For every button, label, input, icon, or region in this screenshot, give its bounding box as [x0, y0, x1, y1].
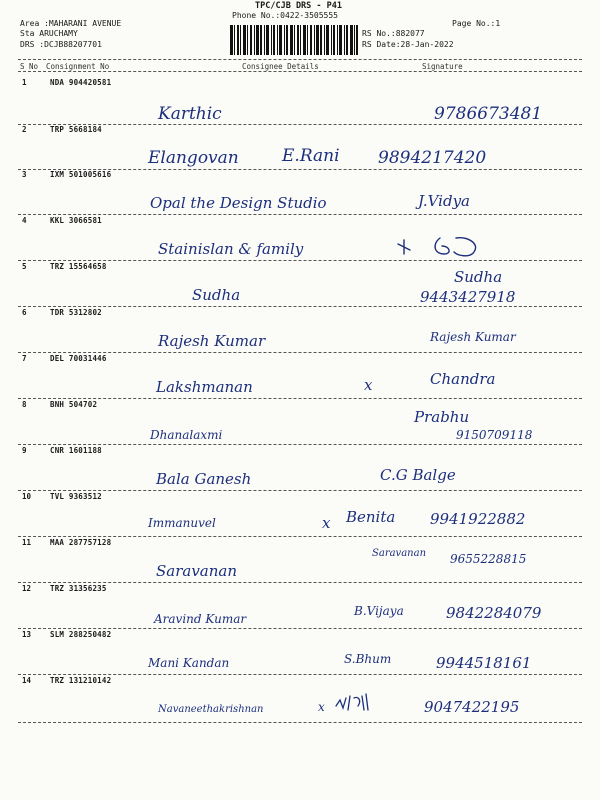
row-number: 10 — [22, 492, 32, 501]
barcode-image — [230, 25, 358, 55]
handwritten-consignee: Mani Kandan — [148, 656, 230, 670]
column-header-divider — [18, 71, 582, 72]
consignment-number: MAA 287757128 — [50, 538, 112, 547]
consignment-number: SLM 288250482 — [50, 630, 112, 639]
row-divider — [18, 124, 582, 125]
consignment-number: TRZ 15564658 — [50, 262, 107, 271]
rs-date: RS Date:28-Jan-2022 — [362, 40, 454, 49]
row-divider — [18, 352, 582, 353]
handwritten-consignee: Sudha — [192, 286, 241, 304]
row-divider — [18, 260, 582, 261]
row-divider — [18, 722, 582, 723]
consignment-number: TVL 9363512 — [50, 492, 102, 501]
row-number: 4 — [22, 216, 27, 225]
report-title: TPC/CJB DRS - P41 — [255, 1, 342, 11]
handwritten-mark: x — [322, 514, 331, 532]
handwritten-phone: 9894217420 — [378, 148, 487, 168]
handwritten-consignee: Dhanalaxmi — [150, 428, 223, 442]
row-number: 12 — [22, 584, 32, 593]
row-divider — [18, 490, 582, 491]
handwritten-signature: Rajesh Kumar — [430, 330, 516, 344]
handwritten-consignee: Lakshmanan — [156, 378, 253, 396]
consignment-number: TRP 5668184 — [50, 125, 102, 134]
consignment-number: BNH 504702 — [50, 400, 98, 409]
handwritten-signature: Benita — [346, 508, 396, 526]
handwritten-phone: 9941922882 — [430, 510, 526, 528]
row-number: 6 — [22, 308, 27, 317]
handwritten-signature: B.Vijaya — [354, 604, 404, 618]
row-number: 3 — [22, 170, 27, 179]
row-divider — [18, 214, 582, 215]
handwritten-signature: J.Vidya — [418, 192, 471, 210]
consignment-number: IXM 501005616 — [50, 170, 112, 179]
page-number: Page No.:1 — [452, 19, 501, 28]
handwritten-signature: Prabhu — [414, 408, 470, 426]
handwritten-phone: 9842284079 — [446, 604, 542, 622]
header-divider — [18, 59, 582, 60]
phone-number: Phone No.:0422-3505555 — [232, 11, 338, 20]
handwritten-consignee: Karthic — [158, 104, 222, 124]
row-number: 5 — [22, 262, 27, 271]
handwritten-consignee: Stainislan & family — [158, 240, 304, 258]
row-divider — [18, 674, 582, 675]
row-number: 2 — [22, 125, 27, 134]
col-header-sno: S No — [20, 62, 39, 71]
col-header-signature: Signature — [422, 62, 463, 71]
handwritten-signature-scribble — [396, 232, 494, 262]
handwritten-mark: x — [318, 700, 325, 714]
consignment-number: KKL 3066581 — [50, 216, 102, 225]
handwritten-consignee: Elangovan — [148, 148, 239, 168]
row-number: 8 — [22, 400, 27, 409]
handwritten-consignee: Bala Ganesh — [156, 470, 252, 488]
handwritten-mark: x — [364, 376, 373, 394]
consignment-number: DEL 70031446 — [50, 354, 107, 363]
handwritten-signature: Chandra — [430, 370, 496, 388]
row-number: 11 — [22, 538, 32, 547]
station-label: Sta ARUCHAMY — [20, 29, 78, 38]
consignment-number: NDA 904420581 — [50, 78, 112, 87]
col-header-consignment: Consignment No — [46, 62, 110, 71]
handwritten-phone: 9443427918 — [420, 288, 516, 306]
handwritten-phone: 9150709118 — [456, 428, 533, 442]
row-divider — [18, 444, 582, 445]
drs-label: DRS :DCJB88207701 — [20, 40, 102, 49]
handwritten-signature: Saravanan — [372, 548, 427, 559]
consignment-number: TDR 5312802 — [50, 308, 102, 317]
row-number: 14 — [22, 676, 32, 685]
consignment-number: CNR 1601188 — [50, 446, 102, 455]
col-header-consignee: Consignee Details — [242, 62, 319, 71]
consignment-number: TRZ 31356235 — [50, 584, 107, 593]
row-divider — [18, 582, 582, 583]
handwritten-signature-scribble — [334, 692, 372, 714]
row-number: 1 — [22, 78, 27, 87]
handwritten-signature: S.Bhum — [344, 652, 392, 666]
row-divider — [18, 398, 582, 399]
row-number: 7 — [22, 354, 27, 363]
handwritten-signature: C.G Balge — [380, 466, 456, 484]
row-number: 9 — [22, 446, 27, 455]
consignment-number: TRZ 131210142 — [50, 676, 112, 685]
area-label: Area :MAHARANI AVENUE — [20, 19, 122, 28]
handwritten-signature: Sudha — [454, 268, 503, 286]
row-divider — [18, 306, 582, 307]
row-divider — [18, 628, 582, 629]
row-number: 13 — [22, 630, 32, 639]
handwritten-phone: 9655228815 — [450, 552, 527, 566]
handwritten-consignee: Saravanan — [156, 562, 238, 580]
handwritten-consignee: Immanuvel — [148, 516, 216, 530]
rs-number: RS No.:882077 — [362, 29, 425, 38]
handwritten-phone: 9944518161 — [436, 654, 532, 672]
handwritten-signature: E.Rani — [282, 146, 340, 166]
handwritten-consignee: Navaneethakrishnan — [158, 704, 264, 715]
handwritten-phone: 9047422195 — [424, 698, 520, 716]
handwritten-phone: 9786673481 — [434, 104, 543, 124]
handwritten-consignee: Aravind Kumar — [154, 612, 247, 626]
row-divider — [18, 536, 582, 537]
handwritten-consignee: Rajesh Kumar — [158, 332, 266, 350]
handwritten-consignee: Opal the Design Studio — [150, 194, 327, 212]
